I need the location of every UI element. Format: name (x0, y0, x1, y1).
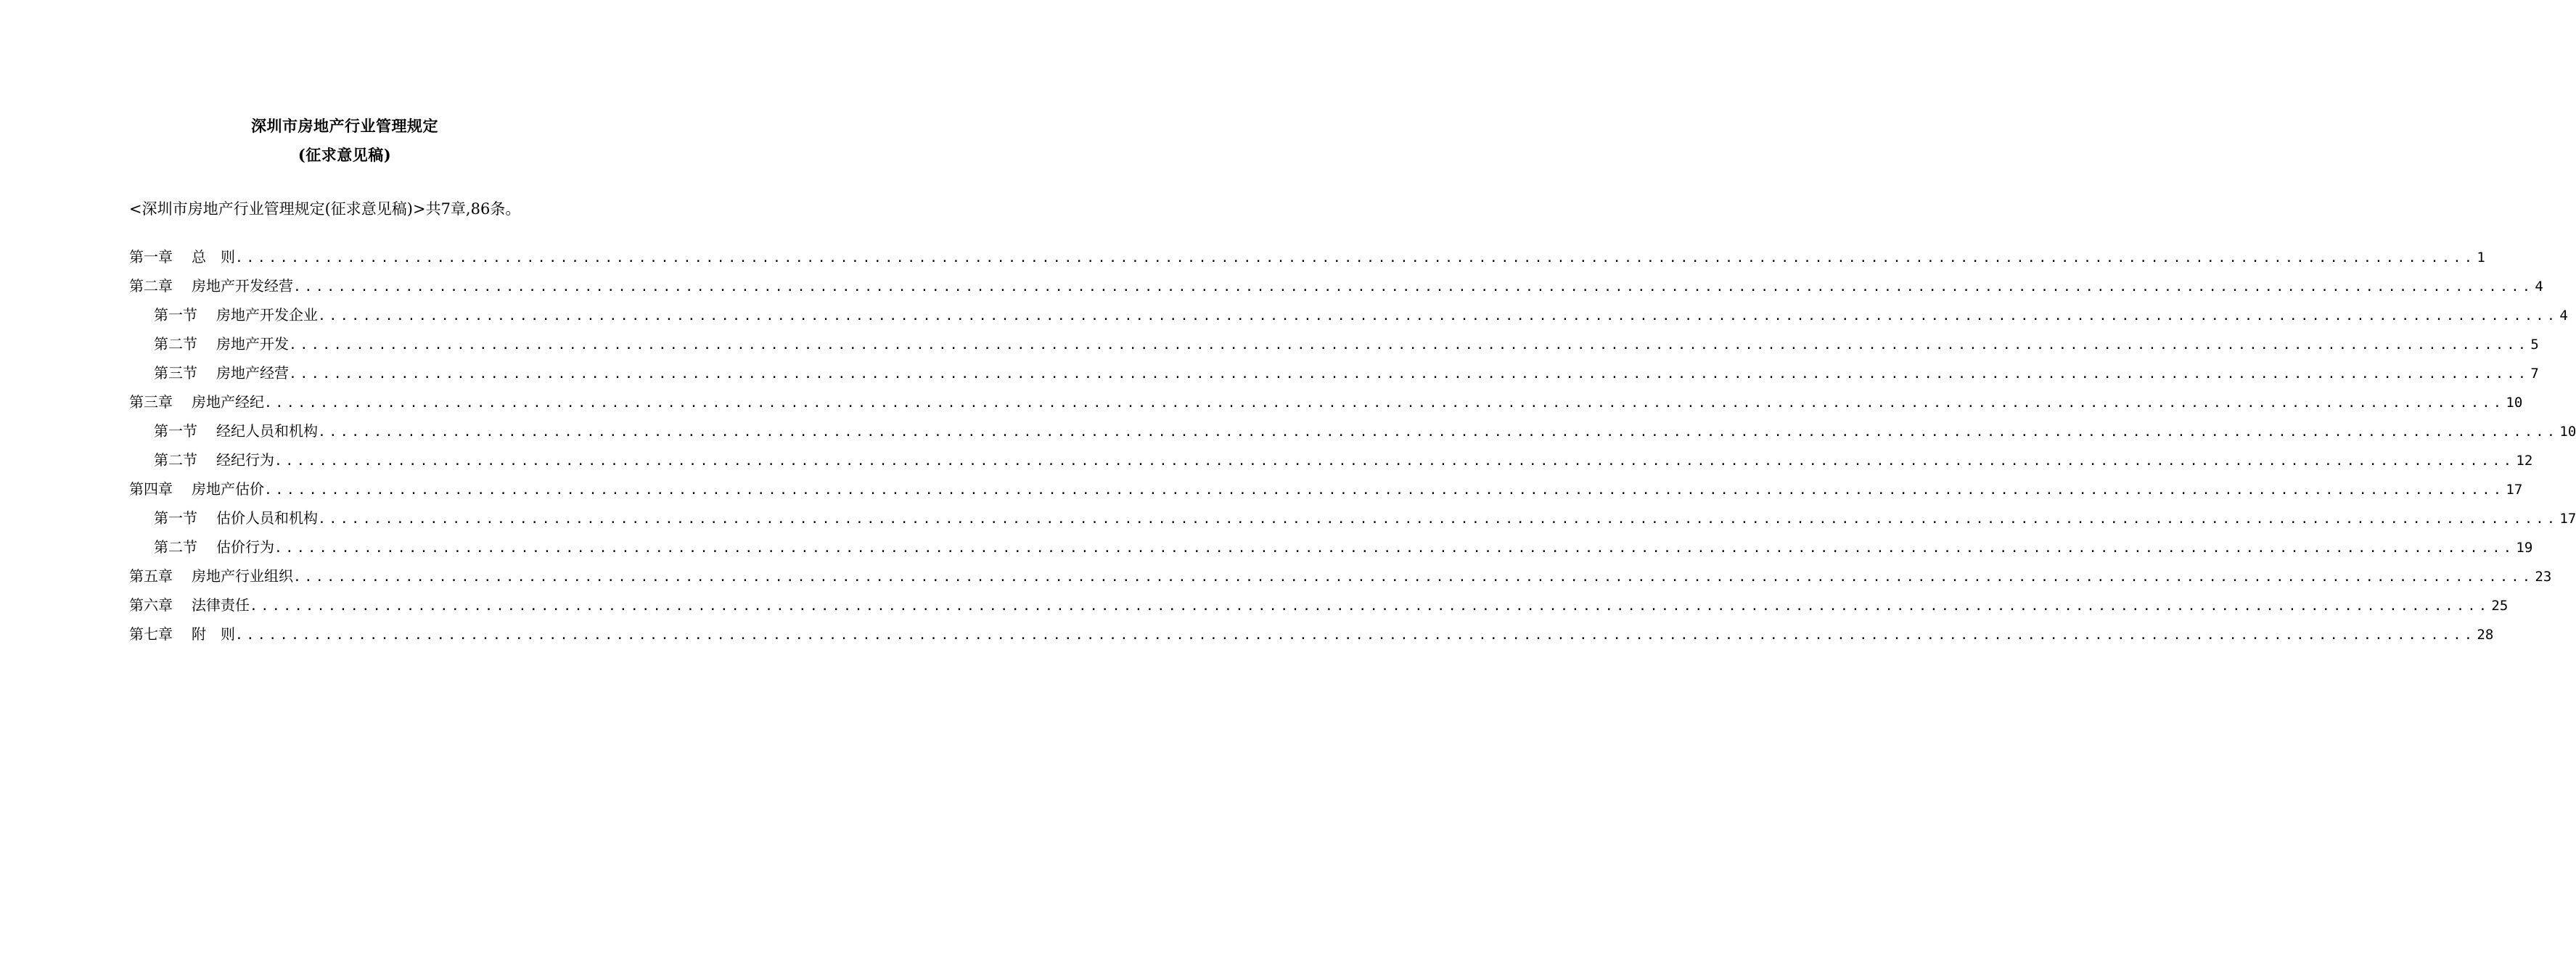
toc-section-entry[interactable] (154, 448, 2533, 470)
toc-entry-number: 第一章 (129, 248, 173, 266)
toc-entry-number: 第一节 (154, 306, 197, 324)
document-subtitle: (征求意见稿) (298, 146, 392, 164)
toc-leader-dots: ........................................................................................................................................................................................................ (318, 308, 2559, 324)
toc-page-number: 17 (2506, 482, 2523, 498)
toc-page-number: 23 (2535, 569, 2552, 585)
toc-entry-label: 经纪人员和机构 (216, 422, 318, 440)
toc-leader-dots: ........................................................................................................................................................................................................ (274, 453, 2515, 469)
toc-entry-label: 估价人员和机构 (216, 509, 318, 527)
toc-entry-label: 房地产开发经营 (192, 277, 293, 295)
toc-leader-dots: ........................................................................................................................................................................................................ (274, 540, 2515, 556)
toc-entry-label: 附 则 (192, 625, 235, 643)
toc-leader-dots: ........................................................................................................................................................................................................ (318, 424, 2559, 440)
toc-entry-number: 第二章 (129, 277, 173, 295)
toc-entry-number: 第二节 (154, 538, 197, 556)
toc-entry-label: 房地产行业组织 (192, 567, 293, 585)
toc-entry-number: 第一节 (154, 509, 197, 527)
toc-page-number: 19 (2516, 540, 2533, 556)
toc-entry-number: 第四章 (129, 480, 173, 498)
toc-chapter-entry[interactable] (129, 593, 2509, 615)
toc-section-entry[interactable] (154, 361, 2539, 383)
toc-entry-label: 房地产经纪 (192, 393, 264, 411)
toc-section-entry[interactable] (154, 332, 2539, 354)
toc-leader-dots: ........................................................................................................................................................................................................ (235, 628, 2476, 643)
toc-entry-number: 第一节 (154, 422, 197, 440)
toc-entry-label: 房地产估价 (192, 480, 264, 498)
toc-entry-label: 房地产开发 (216, 335, 289, 353)
toc-leader-dots: ........................................................................................................................................................................................................ (293, 569, 2534, 585)
toc-leader-dots: ........................................................................................................................................................................................................ (293, 279, 2534, 295)
toc-entry-label: 总 则 (192, 248, 235, 266)
toc-chapter-entry[interactable] (129, 477, 2523, 499)
toc-chapter-entry[interactable] (129, 274, 2543, 296)
document-title: 深圳市房地产行业管理规定 (251, 117, 438, 135)
toc-leader-dots: ........................................................................................................................................................................................................ (289, 366, 2530, 382)
toc-entry-number: 第六章 (129, 596, 173, 614)
toc-chapter-entry[interactable] (129, 564, 2552, 586)
toc-entry-label: 经纪行为 (216, 451, 274, 469)
toc-chapter-entry[interactable] (129, 245, 2485, 267)
toc-leader-dots: ........................................................................................................................................................................................................ (250, 598, 2490, 614)
toc-chapter-entry[interactable] (129, 390, 2523, 412)
toc-page-number: 4 (2535, 279, 2543, 295)
toc-chapter-entry[interactable] (129, 622, 2494, 644)
toc-section-entry[interactable] (154, 535, 2533, 557)
toc-section-entry[interactable] (154, 303, 2568, 325)
toc-entry-number: 第三章 (129, 393, 173, 411)
toc-page-number: 4 (2559, 308, 2568, 324)
toc-leader-dots: ........................................................................................................................................................................................................ (235, 250, 2476, 266)
toc-page-number: 25 (2491, 598, 2509, 614)
toc-page-number: 10 (2506, 395, 2523, 411)
toc-entry-number: 第二节 (154, 335, 197, 353)
toc-leader-dots: ........................................................................................................................................................................................................ (264, 482, 2505, 498)
toc-leader-dots: ........................................................................................................................................................................................................ (318, 511, 2559, 527)
toc-page-number: 28 (2477, 627, 2494, 643)
toc-leader-dots: ........................................................................................................................................................................................................ (264, 395, 2505, 411)
toc-entry-number: 第七章 (129, 625, 173, 643)
toc-page-number: 10 (2559, 424, 2576, 440)
toc-entry-number: 第五章 (129, 567, 173, 585)
toc-leader-dots: ........................................................................................................................................................................................................ (289, 337, 2530, 353)
toc-entry-label: 法律责任 (192, 596, 250, 614)
toc-page-number: 17 (2559, 511, 2576, 527)
toc-page-number: 12 (2516, 453, 2533, 469)
toc-entry-number: 第二节 (154, 451, 197, 469)
toc-entry-label: 房地产经营 (216, 364, 289, 382)
toc-entry-label: 房地产开发企业 (216, 306, 318, 324)
toc-page-number: 5 (2530, 337, 2539, 353)
toc-page-number: 1 (2477, 250, 2485, 266)
toc-section-entry[interactable] (154, 419, 2576, 441)
toc-page-number: 7 (2530, 366, 2539, 382)
toc-section-entry[interactable] (154, 506, 2576, 528)
toc-entry-number: 第三节 (154, 364, 197, 382)
toc-entry-label: 估价行为 (216, 538, 274, 556)
document-summary: <深圳市房地产行业管理规定(征求意见稿)>共7章,86条。 (129, 200, 521, 218)
